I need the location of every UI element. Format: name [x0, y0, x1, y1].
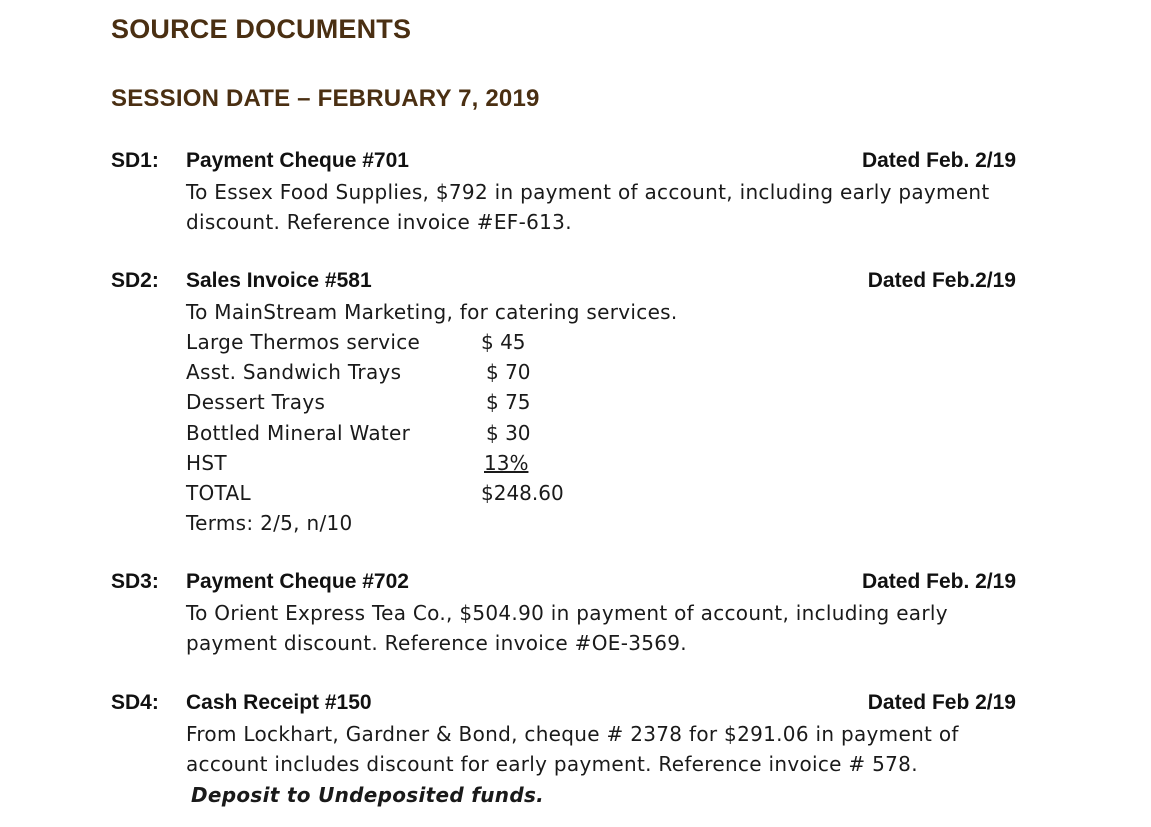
sd3-description-line: payment discount. Reference invoice #OE-3569. — [186, 631, 687, 655]
sd2-intro: To MainStream Marketing, for catering services. — [186, 300, 678, 324]
sd2-label: SD2: — [111, 269, 159, 292]
invoice-total-amount: $248.60 — [481, 481, 564, 505]
session-date-heading: SESSION DATE – FEBRUARY 7, 2019 — [111, 85, 540, 112]
sd4-label: SD4: — [111, 691, 159, 714]
sd2-date: Dated Feb.2/19 — [867, 269, 1016, 292]
invoice-item-amount: $ 45 — [481, 330, 526, 354]
page-title: SOURCE DOCUMENTS — [111, 14, 412, 44]
invoice-item-amount: $ 70 — [486, 360, 531, 384]
invoice-item-amount: $ 75 — [486, 390, 531, 414]
sd1-description-line: discount. Reference invoice #EF-613. — [186, 210, 572, 234]
sd4-description-line: From Lockhart, Gardner & Bond, cheque # 2378 for $291.06 in payment of — [186, 722, 959, 746]
invoice-item-amount: $ 30 — [486, 421, 531, 445]
sd3-date: Dated Feb. 2/19 — [861, 570, 1016, 593]
sd3-description-line: To Orient Express Tea Co., $504.90 in payment of account, including early — [186, 601, 948, 625]
sd2-title: Sales Invoice #581 — [186, 269, 372, 292]
invoice-item-name: Bottled Mineral Water — [186, 421, 411, 445]
invoice-item-name: Asst. Sandwich Trays — [186, 360, 402, 384]
invoice-total-label: TOTAL — [186, 481, 251, 505]
sd2-terms: Terms: 2/5, n/10 — [186, 511, 353, 535]
sd1-description-line: To Essex Food Supplies, $792 in payment of account, including early payment — [186, 180, 990, 204]
invoice-item-name: Dessert Trays — [186, 390, 326, 414]
sd4-title: Cash Receipt #150 — [186, 691, 372, 714]
sd3-title: Payment Cheque #702 — [186, 570, 409, 593]
invoice-item-name: Large Thermos service — [186, 330, 421, 354]
sd4-description-line: account includes discount for early payment. Reference invoice # 578. — [186, 752, 918, 776]
sd4-date: Dated Feb 2/19 — [867, 691, 1016, 714]
sd1-date: Dated Feb. 2/19 — [861, 149, 1016, 172]
invoice-item-amount: 13% — [484, 451, 529, 475]
invoice-item-name: HST — [186, 451, 227, 475]
sd1-label: SD1: — [111, 149, 159, 172]
sd1-title: Payment Cheque #701 — [186, 149, 409, 172]
sd4-deposit-note: Deposit to Undeposited funds. — [191, 783, 545, 807]
sd3-label: SD3: — [111, 570, 159, 593]
